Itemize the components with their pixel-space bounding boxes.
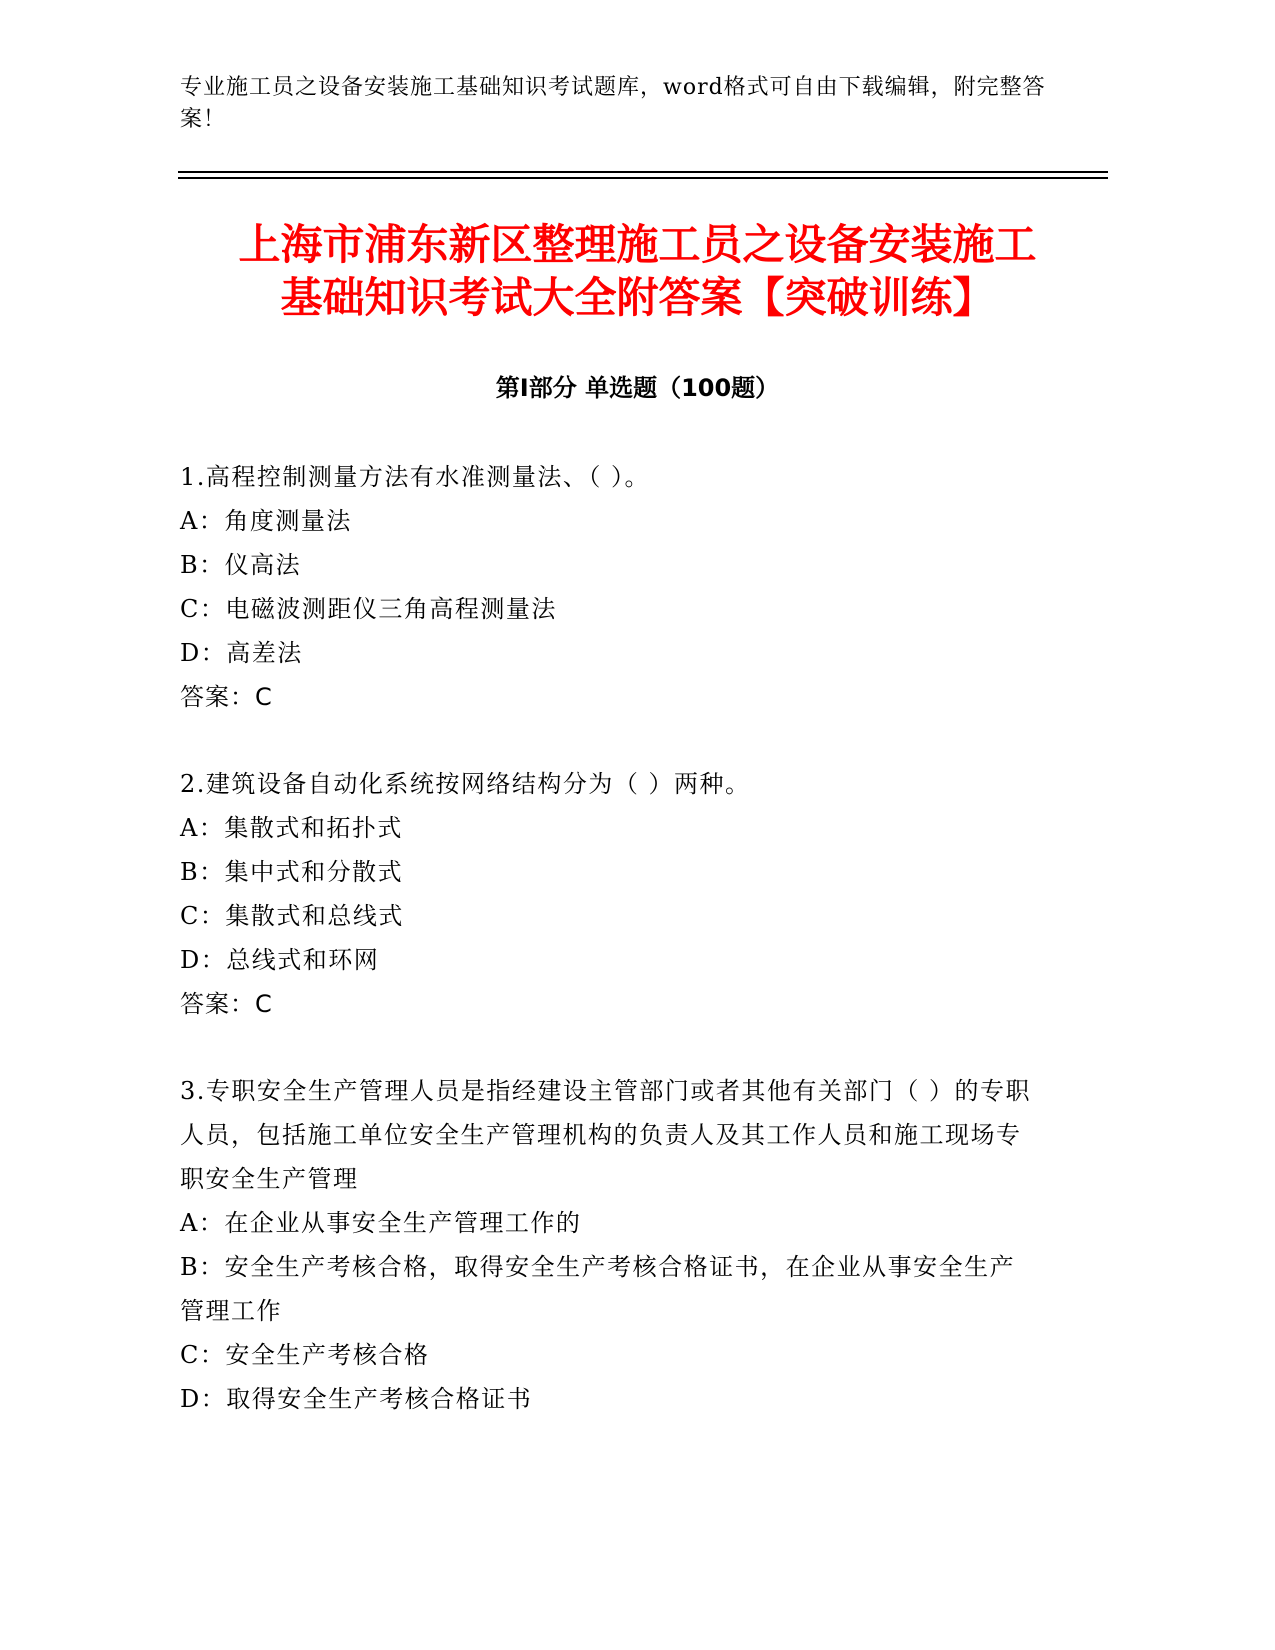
option-b: B：仪高法 bbox=[180, 551, 302, 579]
title-line-2: 基础知识考试大全附答案【突破训练】 bbox=[280, 273, 995, 322]
question-1 bbox=[180, 455, 1040, 719]
option-a: A：角度测量法 bbox=[180, 507, 352, 535]
option-b: B：集中式和分散式 bbox=[180, 858, 404, 886]
question-list bbox=[180, 455, 1040, 1464]
answer: 答案：C bbox=[180, 990, 273, 1018]
question-stem: 3.专职安全生产管理人员是指经建设主管部门或者其他有关部门（ ）的专职人员，包括施工单位安全生产管理机构的负责人及其工作人员和施工现场专职安全生产管理 bbox=[180, 1077, 1032, 1193]
option-a: A：集散式和拓扑式 bbox=[180, 814, 403, 842]
section-heading: 第Ⅰ部分 单选题（100题） bbox=[495, 374, 780, 402]
question-stem: 1.高程控制测量方法有水准测量法、（ ）。 bbox=[180, 463, 651, 491]
option-d: D：高差法 bbox=[180, 639, 303, 667]
question-3 bbox=[180, 1069, 1040, 1421]
document-intro: 专业施工员之设备安装施工基础知识考试题库，word格式可自由下载编辑，附完整答案！ bbox=[180, 75, 1046, 132]
option-c: C：电磁波测距仪三角高程测量法 bbox=[180, 595, 557, 623]
question-stem: 2.建筑设备自动化系统按网络结构分为（ ）两种。 bbox=[180, 770, 751, 798]
question-2 bbox=[180, 762, 1040, 1026]
title-line-1: 上海市浦东新区整理施工员之设备安装施工 bbox=[238, 220, 1037, 269]
option-b: B：安全生产考核合格，取得安全生产考核合格证书，在企业从事安全生产管理工作 bbox=[180, 1253, 1016, 1325]
option-d: D：总线式和环网 bbox=[180, 946, 380, 974]
answer: 答案：C bbox=[180, 683, 273, 711]
option-c: C：安全生产考核合格 bbox=[180, 1341, 430, 1369]
option-a: A：在企业从事安全生产管理工作的 bbox=[180, 1209, 582, 1237]
document-title bbox=[150, 218, 1125, 324]
option-c: C：集散式和总线式 bbox=[180, 902, 404, 930]
header-rule-top bbox=[178, 171, 1108, 173]
header-rule-bottom bbox=[178, 177, 1108, 179]
option-d: D：取得安全生产考核合格证书 bbox=[180, 1385, 533, 1413]
